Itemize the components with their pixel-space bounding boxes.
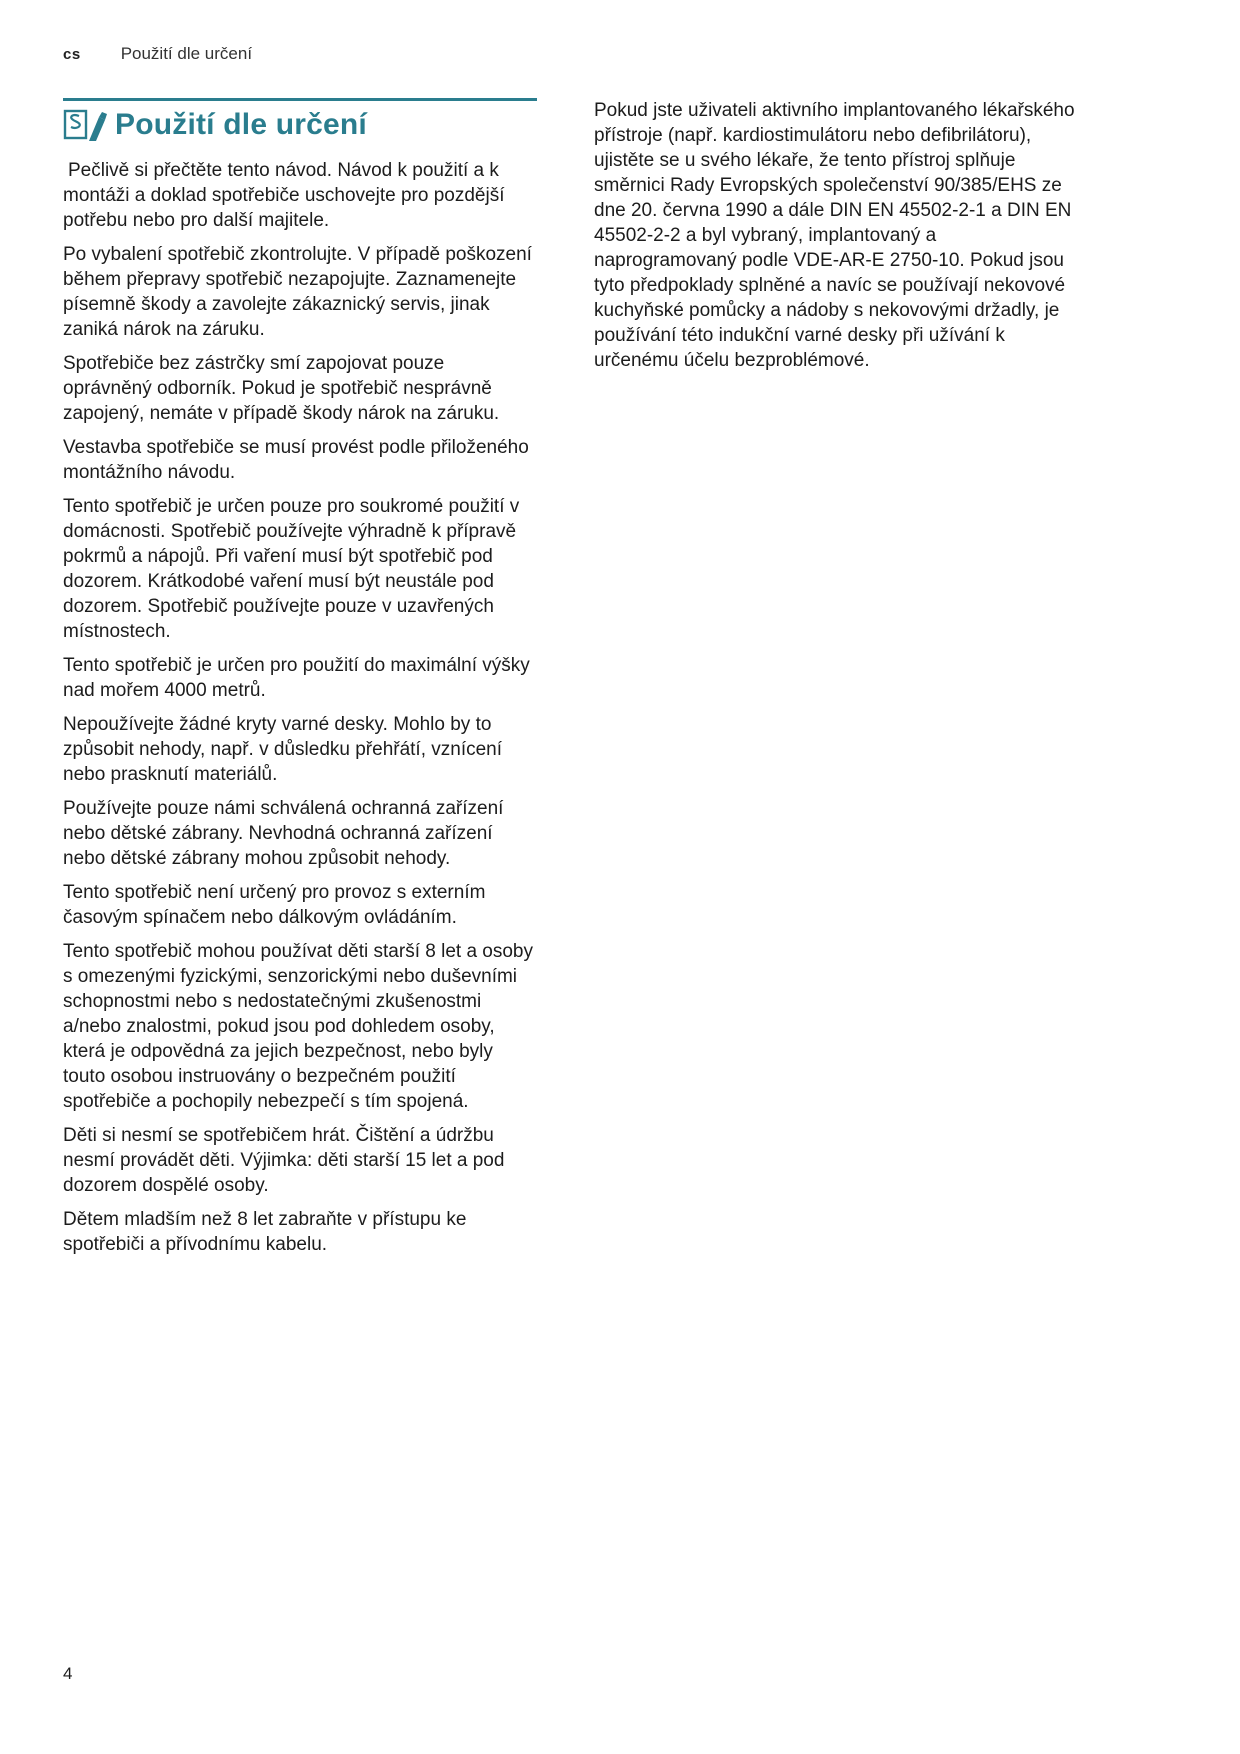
paragraph-approved-guards: Používejte pouze námi schválená ochranná zařízení nebo dětské zábrany. Nevhodná ochranná zařízení nebo dětské zábrany mohou způsobit nehody. xyxy=(63,798,504,869)
paragraph-altitude: Tento spotřebič je určen pro použití do maximální výšky nad mořem 4000 metrů. xyxy=(63,655,530,701)
section-title-row xyxy=(63,108,537,142)
paragraph-no-plug-specialist: Spotřebiče bez zástrčky smí zapojovat pouze oprávněný odborník. Pokud je spotřebič nesprávně zapojený, nemáte v případě škody nárok na záruku. xyxy=(63,353,500,424)
paragraph-intended-use-read-manual: Pečlivě si přečtěte tento návod. Návod k použití a k montáži a doklad spotřebiče uschovejte pro pozdější potřebu nebo pro další majitele. xyxy=(63,160,505,231)
language-code: cs xyxy=(63,46,81,63)
page-header xyxy=(63,44,252,64)
left-column xyxy=(63,98,537,1266)
right-column xyxy=(594,98,1082,1266)
paragraph-children-under-8: Dětem mladším než 8 let zabraňte v přístupu ke spotřebiči a přívodnímu kabelu. xyxy=(63,1209,467,1255)
paragraph-private-use: Tento spotřebič je určen pouze pro soukromé použití v domácnosti. Spotřebič používejte výhradně k přípravě pokrmů a nápojů. Při vaření musí být spotřebič pod dozorem. Krátkodobé vaření musí být neustále pod dozorem. Spotřebič používejte pouze v uzavřených místnostech. xyxy=(63,496,520,642)
paragraph-children-no-play: Děti si nesmí se spotřebičem hrát. Čištění a údržbu nesmí provádět děti. Výjimka: děti starší 15 let a pod dozorem dospělé osoby. xyxy=(63,1125,505,1196)
paragraph-unpack-check: Po vybalení spotřebič zkontrolujte. V případě poškození během přepravy spotřebič nezapojujte. Zaznamenejte písemně škody a zavolejte zákaznický servis, jinak zaniká nárok na záruku. xyxy=(63,244,532,340)
manual-hand-icon xyxy=(63,108,109,142)
section-title: Použití dle určení xyxy=(115,108,367,141)
paragraph-installation: Vestavba spotřebiče se musí provést podle přiloženého montážního návodu. xyxy=(63,437,529,483)
paragraph-implanted-medical-devices: Pokud jste uživateli aktivního implantovaného lékařského přístroje (např. kardiostimulátoru nebo defibrilátoru), ujistěte se u svého lékaře, že tento přístroj splňuje směrnici Rady Evropských společenství 90/385/EHS ze dne 20. června 1990 a dále DIN EN 45502-2-1 a DIN EN 45502-2-2 a byl vybraný, implantovaný a naprogramovaný podle VDE-AR-E 2750-10. Pokud jsou tyto předpoklady splněné a navíc se používají nekovové kuchyňské pomůcky a nádoby s nekovovými držadly, je používání této indukční varné desky při užívání k určenému účelu bezproblémové. xyxy=(594,100,1075,371)
paragraph-no-external-timer: Tento spotřebič není určený pro provoz s externím časovým spínačem nebo dálkovým ovládáním. xyxy=(63,882,486,928)
section-divider-rule xyxy=(63,98,537,101)
paragraph-children-8-years: Tento spotřebič mohou používat děti starší 8 let a osoby s omezenými fyzickými, senzorickými nebo duševními schopnostmi nebo s nedostatečnými zkušenostmi a/nebo znalostmi, pokud jsou pod dohledem osoby, která je odpovědná za jejich bezpečnost, nebo byly touto osobou instruovány o bezpečném použití spotřebiče a pochopily nebezpečí s tím spojená. xyxy=(63,941,533,1112)
content-columns xyxy=(63,98,1082,1266)
page-number: 4 xyxy=(63,1664,73,1683)
running-header-title: Použití dle určení xyxy=(120,44,253,63)
paragraph-no-covers: Nepoužívejte žádné kryty varné desky. Mohlo by to způsobit nehody, např. v důsledku přehřátí, vznícení nebo prasknutí materiálů. xyxy=(63,714,503,785)
